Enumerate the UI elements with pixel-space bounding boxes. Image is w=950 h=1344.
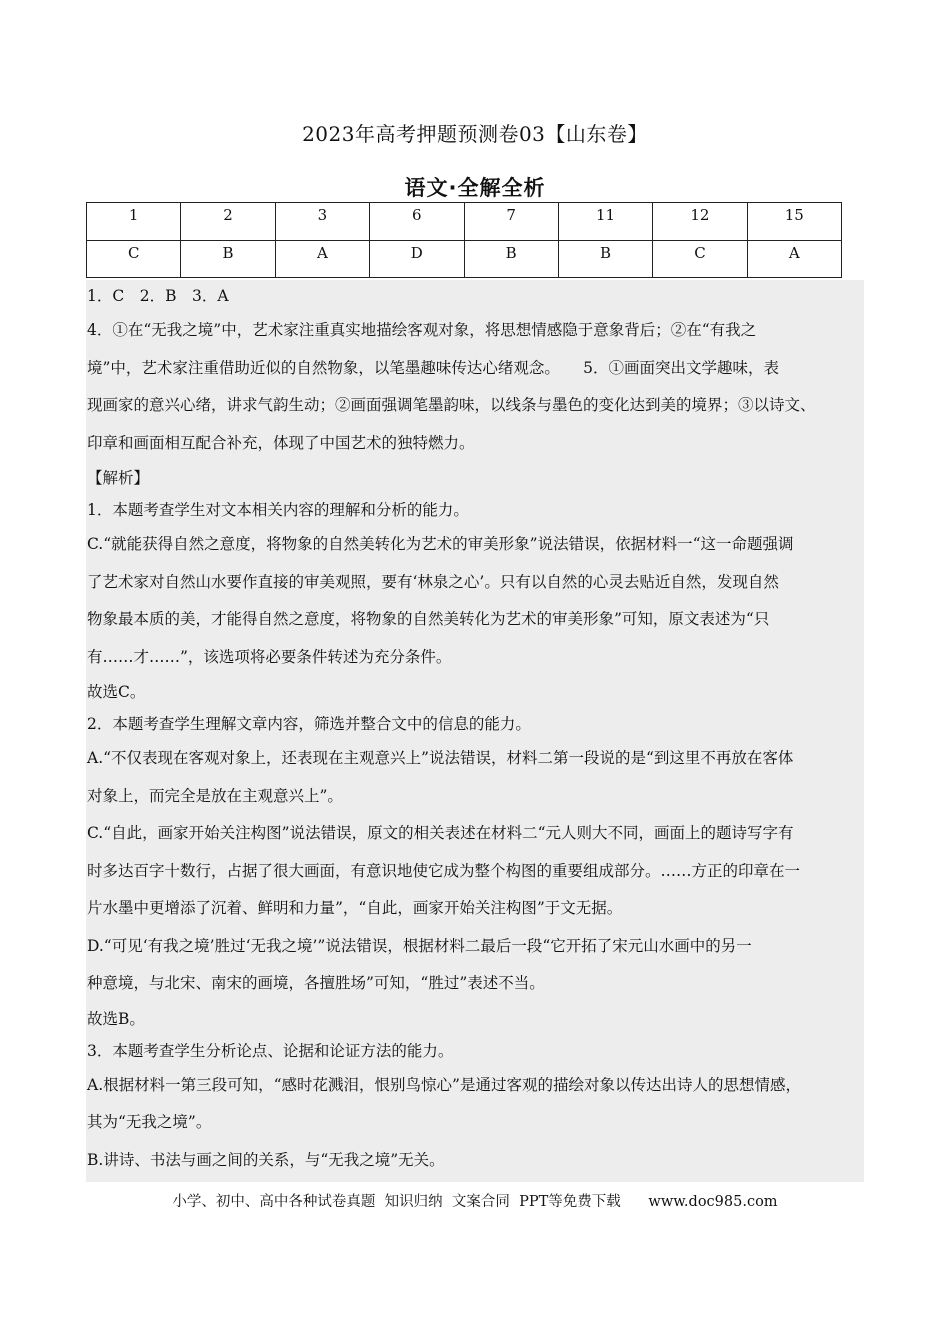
question-number-cell: 1: [87, 203, 181, 241]
question-heading: 2．本题考查学生理解文章内容，筛选并整合文中的信息的能力。: [87, 715, 531, 733]
text-line: B.讲诗、书法与画之间的关系，与“无我之境”无关。: [87, 1150, 445, 1169]
question-number-cell: 12: [653, 203, 747, 241]
conclusion-line: 故选B。: [87, 1009, 145, 1028]
text-line: 现画家的意兴心绪，讲求气韵生动；②画面强调笔墨韵味，以线条与墨色的变化达到美的境界；③以诗文、: [87, 396, 816, 414]
answer-table: [86, 202, 842, 278]
text-line: 时多达百字十数行，占据了很大画面，有意识地使它成为整个构图的重要组成部分。……方正的印章在一: [87, 861, 801, 880]
answer-cell: D: [370, 241, 464, 278]
text-line: A.“不仅表现在客观对象上，还表现在主观意兴上”说法错误，材料二第一段说的是“到这里不再放在客体: [87, 749, 794, 767]
question-heading: 1．本题考查学生对文本相关内容的理解和分析的能力。: [87, 501, 469, 519]
text-line: 种意境，与北宋、南宋的画境，各擅胜场”可知，“胜过”表述不当。: [87, 974, 545, 992]
text-line: 对象上，而完全是放在主观意兴上”。: [87, 786, 343, 805]
answer-table-question-row: [87, 203, 842, 241]
text-line: 境”中，艺术家注重借助近似的自然物象，以笔墨趣味传达心绪观念。 5．①画面突出文学趣味，表: [87, 358, 780, 377]
question-number-cell: 7: [464, 203, 558, 241]
question-number-cell: 2: [181, 203, 275, 241]
text-line: 其为“无我之境”。: [87, 1113, 212, 1131]
answer-explanation-body: [86, 280, 864, 1182]
question-number-cell: 6: [370, 203, 464, 241]
page-subtitle: 语文·全解全析: [404, 176, 546, 200]
conclusion-line: 故选C。: [87, 683, 146, 701]
text-line: C.“自此，画家开始关注构图”说法错误，原文的相关表述在材料二“元人则大不同，画面上的题诗写字有: [87, 824, 794, 842]
page-title: 2023年高考押题预测卷03【山东卷】: [302, 122, 648, 146]
section-heading: 【解析】: [87, 469, 150, 487]
answer-table-answer-row: [87, 241, 842, 278]
answer-cell: B: [464, 241, 558, 278]
text-line: 有……才……”，该选项将必要条件转述为充分条件。: [87, 647, 452, 666]
text-line: 了艺术家对自然山水要作直接的审美观照，要有‘林泉之心’。只有以自然的心灵去贴近自然，发现自然: [87, 572, 779, 591]
answer-summary-line: 1．C 2．B 3．A: [87, 287, 229, 305]
question-number-cell: 3: [275, 203, 369, 241]
answer-cell: C: [87, 241, 181, 278]
answer-cell: A: [747, 241, 841, 278]
text-line: C.“就能获得自然之意度，将物象的自然美转化为艺术的审美形象”说法错误，依据材料一“这一命题强调: [87, 535, 794, 553]
page-footer: 小学、初中、高中各种试卷真题 知识归纳 文案合同 PPT等免费下载 www.doc985.com: [172, 1194, 778, 1210]
text-line: 印章和画面相互配合补充，体现了中国艺术的独特燃力。: [87, 433, 475, 452]
question-number-cell: 15: [747, 203, 841, 241]
text-line: D.“可见‘有我之境’胜过‘无我之境’”说法错误，根据材料二最后一段“它开拓了宋元山水画中的另一: [87, 936, 752, 955]
answer-cell: A: [275, 241, 369, 278]
text-line: 物象最本质的美，才能得自然之意度，将物象的自然美转化为艺术的审美形象”可知，原文表述为“只: [87, 610, 770, 628]
answer-cell: B: [181, 241, 275, 278]
text-line: 片水墨中更增添了沉着、鲜明和力量”，“自此，画家开始关注构图”于文无据。: [87, 899, 623, 917]
text-line: A.根据材料一第三段可知，“感时花溅泪，恨别鸟惊心”是通过客观的描绘对象以传达出诗人的思想情感，: [87, 1075, 801, 1094]
text-line: 4．①在“无我之境”中，艺术家注重真实地描绘客观对象，将思想情感隐于意象背后；②在“有我之: [87, 321, 757, 339]
question-number-cell: 11: [558, 203, 652, 241]
answer-cell: C: [653, 241, 747, 278]
answer-cell: B: [558, 241, 652, 278]
question-heading: 3．本题考查学生分析论点、论据和论证方法的能力。: [87, 1041, 454, 1060]
